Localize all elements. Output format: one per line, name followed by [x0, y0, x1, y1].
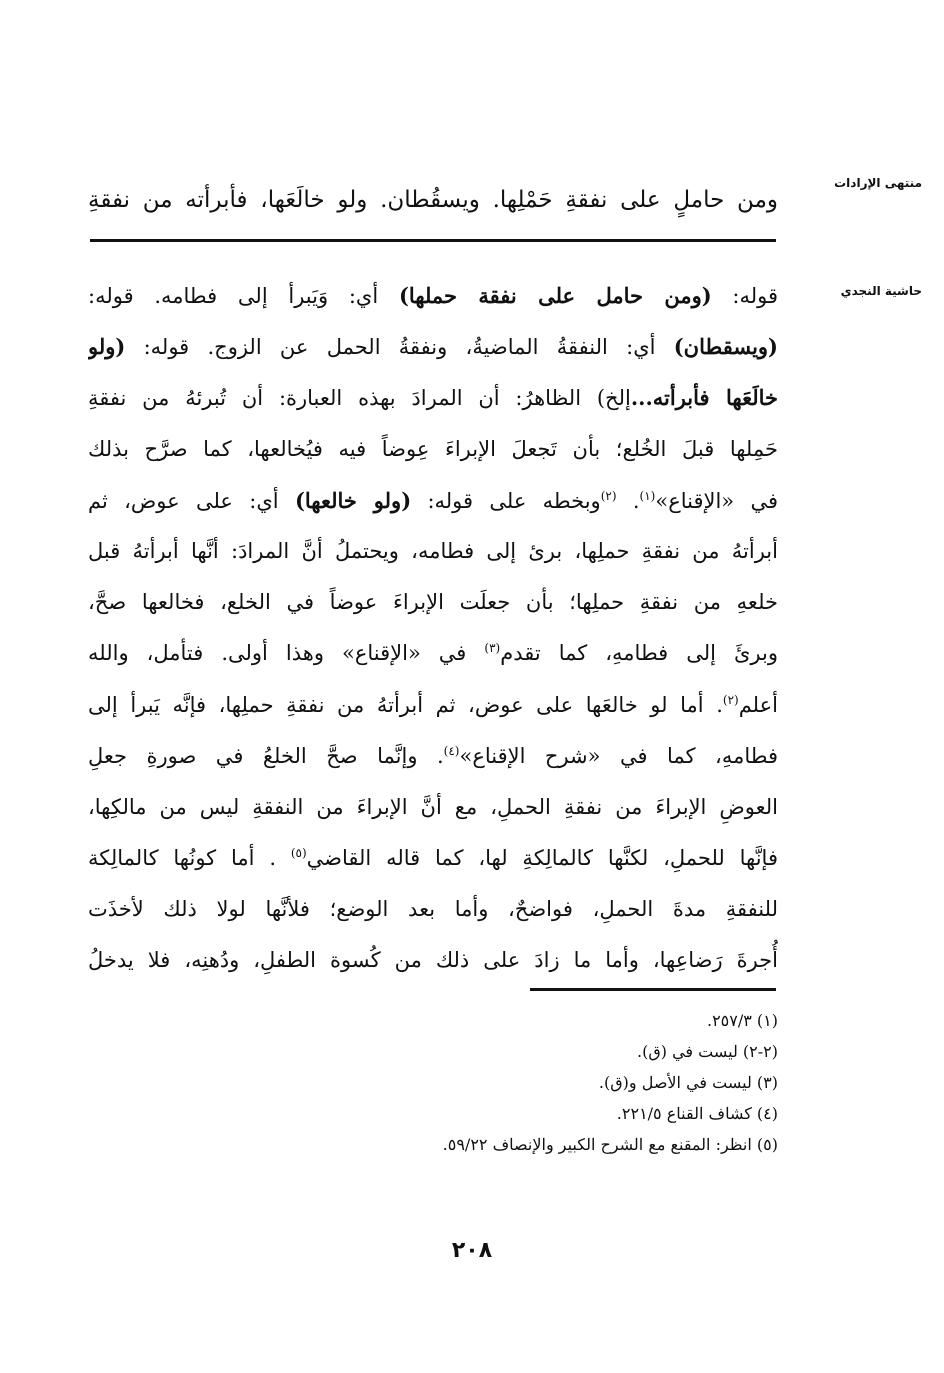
footnotes [120, 1005, 778, 1160]
footnote-ref: (٢) [722, 692, 739, 707]
footnote: (٤) كشاف القناع ٢٢١/٥. [616, 1104, 778, 1123]
commentary-line: فطامهِ، كما في «شرح الإقناع»$^{(٤)}$. وإنَّما صحَّ الخلعُ في صورةِ جعلِ [88, 743, 778, 768]
footnote-ref: (٥) [290, 846, 307, 861]
hashiya-side-label: حاشية النجدي [840, 284, 922, 298]
commentary-line: حَمِلها قبلَ الخُلع؛ بأن تَجعلَ الإبراءَ عِوضاً فيه فيُخالعها، كما صرَّح بذلك [88, 436, 778, 461]
footnote-ref: (١) [639, 488, 656, 503]
matn-text: ومن حاملٍ على نفقةِ حَمْلِها. ويسقُطان. ولو خالَعَها، فأبرأته من نفقةِ [88, 187, 778, 213]
footnote-ref: (٣) [484, 641, 501, 656]
matn-side-label: منتهى الإرادات [834, 176, 922, 190]
commentary-line: للنفقةِ مدةَ الحملِ، فواضحٌ، وأما بعد الوضع؛ فلأنَّها لولا ذلك لأخذَت [88, 897, 778, 922]
commentary-line: خالَعَها فأبرأته...إلخ) الظاهرُ: أن المرادَ بهذه العبارة: أن تُبرئهُ من نفقةِ [88, 385, 778, 411]
commentary-line: (ويسقطان) أي: النفقةُ الماضيةُ، ونفقةُ الحمل عن الزوج. قوله: (ولو [88, 334, 778, 360]
commentary-body [88, 270, 778, 987]
commentary-line: العوضِ الإبراءَ من نفقةِ الحملِ، مع أنَّ الإبراءَ من النفقةِ ليس من مالكِها، [88, 794, 778, 819]
footnote-ref: (٢) [600, 488, 617, 503]
commentary-line: أُجرةَ رَضاعِها، وأما ما زادَ على ذلك من كُسوة الطفلِ، ودُهنِه، فلا يدخلُ [88, 948, 778, 973]
footnote: (٥) انظر: المقنع مع الشرح الكبير والإنصاف ٥٩/٢٢. [442, 1135, 778, 1154]
footnote: (١) ٢٥٧/٣. [706, 1011, 778, 1030]
commentary-line: أعلم$^{(٢)}$. أما لو خالعَها على عوض، ثم أبرأتهُ من نفقةِ حملِها، فإنَّه يَبرأ إلى [88, 692, 778, 717]
commentary-line: فإنَّها للحملِ، لكنَّها كالمالِكةِ لها، كما قاله القاضي$^{(٥)}$ . أما كونُها كالمالِكة [88, 846, 778, 871]
commentary-line: في «الإقناع»$^{(١)}$. $^{(٢)}$وبخطه على قوله: (ولو خالعها) أي: على عوض، ثم [88, 487, 778, 513]
footnote: (٣) ليست في الأصل و(ق). [598, 1073, 778, 1092]
footnotes-separator-rule [530, 988, 776, 991]
matn-separator-rule [90, 239, 776, 242]
commentary-line: خلعهِ من نفقةِ حملِها؛ بأن جعلَت الإبراءَ عوضاً في الخلع، فخالعها صحَّ، [88, 590, 778, 615]
footnote-ref: (٤) [443, 743, 460, 758]
page-number: ٢٠٨ [451, 1238, 493, 1263]
commentary-line: وبرئَ إلى فطامهِ، كما تقدم$^{(٣)}$ في «الإقناع» وهذا أولى. فتأمل، والله [88, 641, 778, 666]
footnote: (٢-٢) ليست في (ق). [637, 1042, 778, 1061]
commentary-line: قوله: (ومن حامل على نفقة حملها) أي: وَيَبرأ إلى فطامه. قوله: [88, 283, 778, 308]
commentary-line: أبرأتهُ من نفقةِ حملِها، برئ إلى فطامه، ويحتملُ أنَّ المرادَ: أنَّها أبرأتهُ قبل [88, 538, 778, 563]
